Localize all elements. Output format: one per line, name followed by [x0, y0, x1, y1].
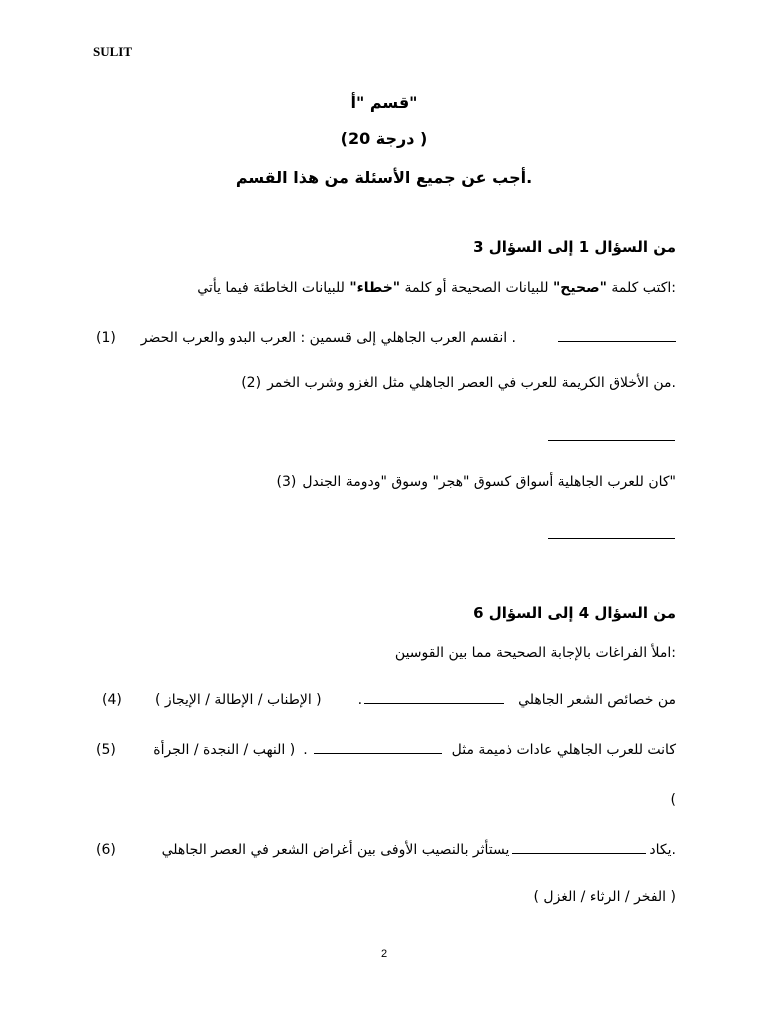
- question-number: (4): [102, 692, 122, 708]
- question-row-5: [96, 738, 676, 762]
- page-number: 2: [380, 948, 388, 960]
- question-number: (6): [96, 842, 116, 858]
- instruction-text: :اكتب كلمة: [606, 280, 676, 296]
- instruction-text: للبيانات الخاطئة فيما يأتي: [197, 280, 350, 296]
- part1-instruction: [96, 276, 676, 300]
- question-row-1: [96, 326, 676, 350]
- part2-instruction: :املأ الفراغات بالإجابة الصحيحة مما بين القوسين: [394, 645, 676, 661]
- question-number: (1): [96, 330, 116, 346]
- true-word: "صحيح": [552, 280, 607, 296]
- answer-blank: [558, 327, 676, 342]
- options-list: ( النهب / النجدة / الجرأة: [153, 742, 296, 758]
- question-text: .: [303, 742, 308, 758]
- section-title: "قسم "أ: [350, 93, 418, 112]
- question-text: .: [357, 692, 363, 708]
- answer-blank: [364, 689, 504, 704]
- question-statement: .من الأخلاق الكريمة للعرب في العصر الجاهلي مثل الغزو وشرب الخمر: [267, 375, 676, 391]
- question-row-2: [96, 371, 676, 395]
- part2-heading: من السؤال 4 إلى السؤال 6: [473, 604, 676, 622]
- question-text: .يكاد: [649, 842, 676, 858]
- question-number: (5): [96, 742, 116, 758]
- answer-blank: [548, 538, 675, 539]
- instruction-text: للبيانات الصحيحة أو كلمة: [400, 280, 553, 296]
- options-list: ( الفخر / الرثاء / الغزل ): [533, 889, 676, 905]
- options-list-continued: ): [670, 792, 676, 808]
- question-statement: . انقسم العرب الجاهلي إلى قسمين : العرب البدو والعرب الحضر: [140, 330, 516, 346]
- question-number: (3): [276, 474, 297, 490]
- section-instruction: .أجب عن جميع الأسئلة من هذا القسم: [235, 168, 533, 187]
- question-row-3: [96, 470, 676, 494]
- options-list: ( الإطناب / الإطالة / الإيجاز ): [155, 692, 322, 708]
- question-number: (2): [241, 375, 262, 391]
- section-marks: ( درجة 20): [340, 129, 428, 148]
- question-text: كانت للعرب الجاهلي عادات ذميمة مثل: [451, 742, 676, 758]
- answer-blank: [314, 739, 442, 754]
- question-text: من خصائص الشعر الجاهلي: [518, 692, 676, 708]
- question-row-6: [96, 838, 676, 862]
- false-word: "خطاء": [349, 280, 401, 296]
- classification-label: SULIT: [93, 44, 133, 59]
- part1-heading: من السؤال 1 إلى السؤال 3: [473, 238, 676, 256]
- answer-blank: [548, 440, 675, 441]
- answer-blank: [512, 839, 646, 854]
- question-row-4: [102, 688, 676, 712]
- question-text: يستأثر بالنصيب الأوفى بين أغراض الشعر في العصر الجاهلي: [161, 842, 510, 858]
- question-statement: "كان للعرب الجاهلية أسواق كسوق "هجر" وسوق "ودومة الجندل: [302, 474, 676, 490]
